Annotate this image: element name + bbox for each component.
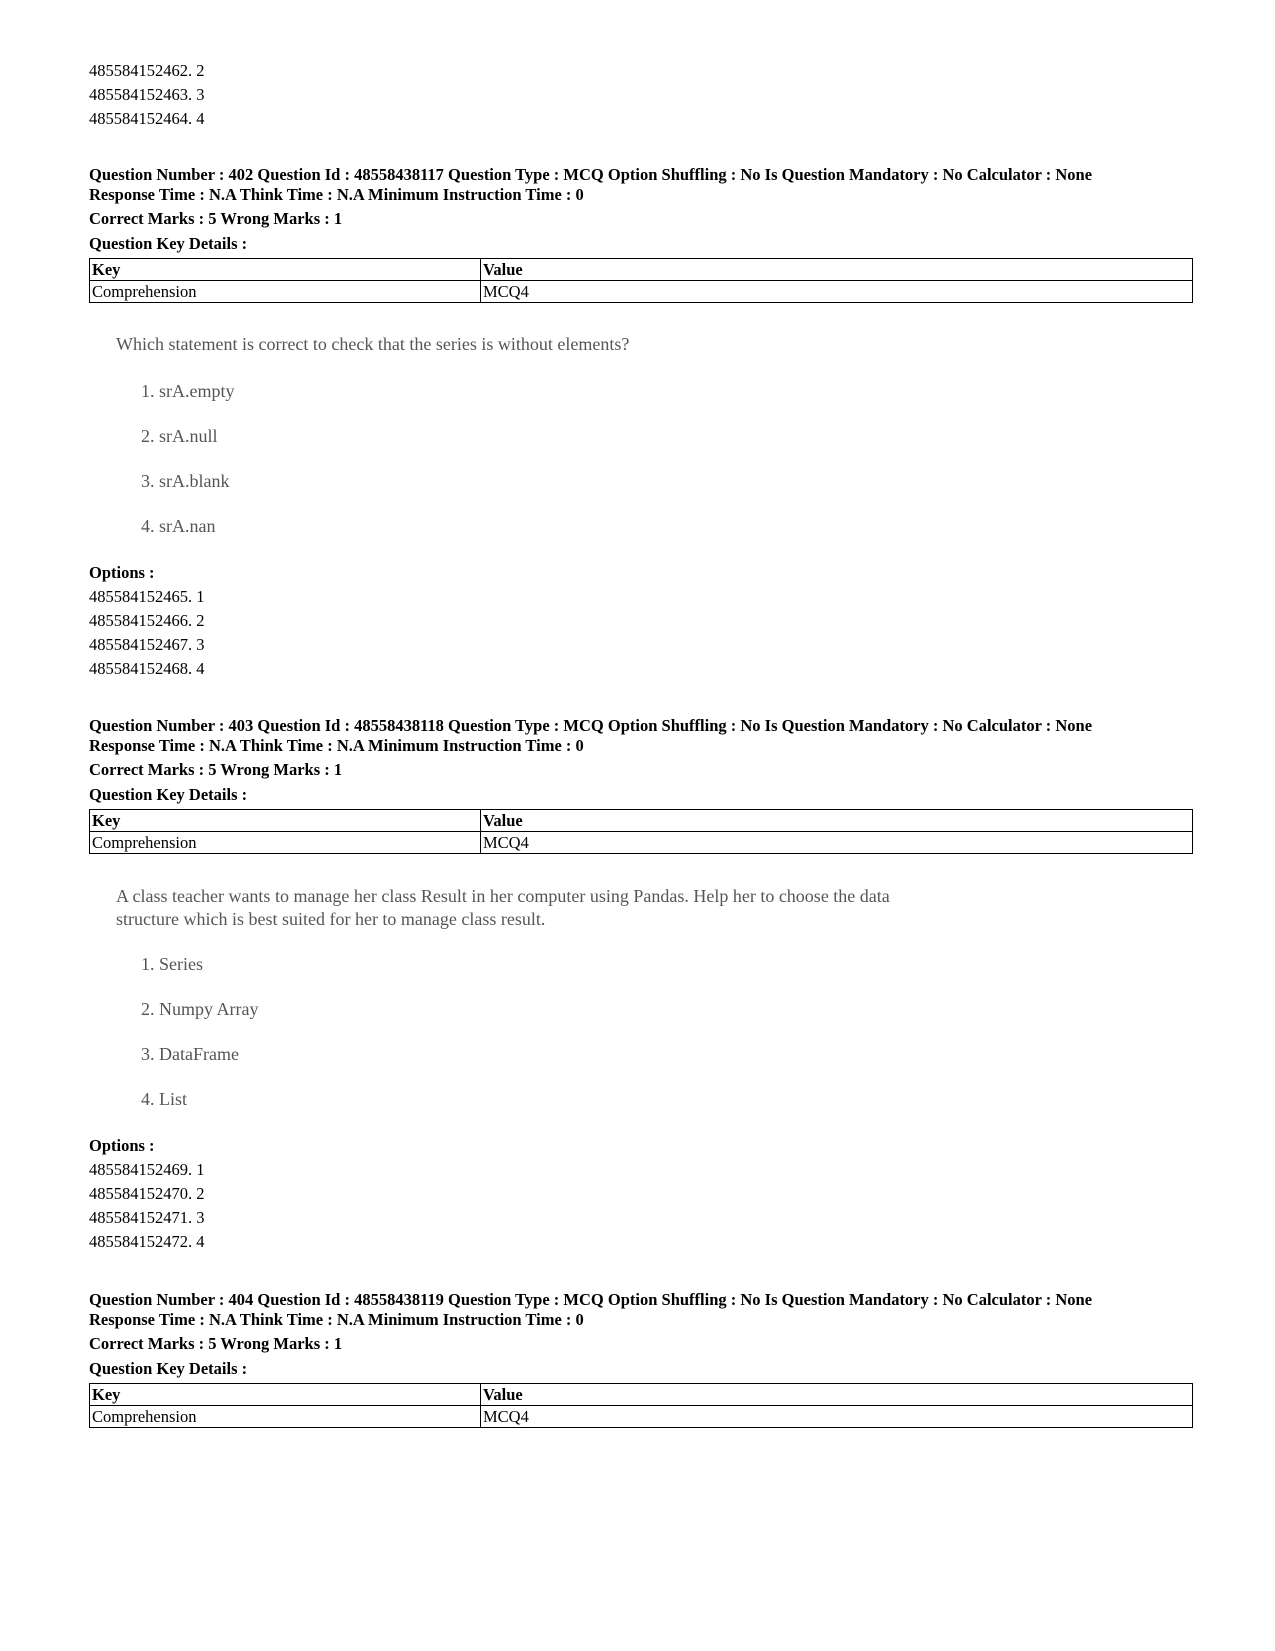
- question-timing: Response Time : N.A Think Time : N.A Minimum Instruction Time : 0: [89, 736, 584, 755]
- option-line: 485584152463. 3: [89, 85, 205, 104]
- choice-item: 1. srA.empty: [141, 381, 235, 401]
- value-cell: MCQ4: [481, 832, 1193, 854]
- value-header: Value: [481, 1384, 1193, 1406]
- choice-item: 2. srA.null: [141, 426, 218, 446]
- option-line: 485584152467. 3: [89, 635, 205, 654]
- question-marks: Correct Marks : 5 Wrong Marks : 1: [89, 1334, 343, 1353]
- choice-item: 3. srA.blank: [141, 471, 230, 491]
- options-label: Options :: [89, 563, 155, 582]
- choice-item: 3. DataFrame: [141, 1044, 239, 1064]
- option-line: 485584152472. 4: [89, 1232, 205, 1251]
- question-marks: Correct Marks : 5 Wrong Marks : 1: [89, 209, 343, 228]
- choice-item: 4. List: [141, 1089, 188, 1109]
- value-header: Value: [481, 259, 1193, 281]
- question-header: Question Number : 404 Question Id : 48558438119 Question Type : MCQ Option Shuffling : No Is Question Mandatory : No Calculator : None: [89, 1290, 1093, 1309]
- key-details-label: Question Key Details :: [89, 234, 248, 253]
- key-cell: Comprehension: [90, 1406, 481, 1428]
- option-line: 485584152466. 2: [89, 611, 205, 630]
- question-header: Question Number : 402 Question Id : 48558438117 Question Type : MCQ Option Shuffling : No Is Question Mandatory : No Calculator : None: [89, 165, 1093, 184]
- option-line: 485584152470. 2: [89, 1184, 205, 1203]
- question-header: Question Number : 403 Question Id : 48558438118 Question Type : MCQ Option Shuffling : No Is Question Mandatory : No Calculator : None: [89, 716, 1093, 735]
- question-marks: Correct Marks : 5 Wrong Marks : 1: [89, 760, 343, 779]
- value-cell: MCQ4: [481, 281, 1193, 303]
- option-line: 485584152465. 1: [89, 587, 205, 606]
- question-text-line1: A class teacher wants to manage her class Result in her computer using Pandas. Help her to choose the data: [116, 886, 890, 906]
- value-header: Value: [481, 810, 1193, 832]
- value-cell: MCQ4: [481, 1406, 1193, 1428]
- key-header: Key: [90, 810, 481, 832]
- key-header: Key: [90, 1384, 481, 1406]
- choice-item: 1. Series: [141, 954, 203, 974]
- key-details-table: [89, 258, 1193, 303]
- question-text-line2: structure which is best suited for her to manage class result.: [116, 909, 546, 929]
- key-header: Key: [90, 259, 481, 281]
- option-line: 485584152469. 1: [89, 1160, 205, 1179]
- option-line: 485584152464. 4: [89, 109, 205, 128]
- key-details-label: Question Key Details :: [89, 1359, 248, 1378]
- question-text: Which statement is correct to check that the series is without elements?: [116, 334, 630, 354]
- question-timing: Response Time : N.A Think Time : N.A Minimum Instruction Time : 0: [89, 1310, 584, 1329]
- choice-item: 4. srA.nan: [141, 516, 216, 536]
- key-cell: Comprehension: [90, 832, 481, 854]
- choice-item: 2. Numpy Array: [141, 999, 259, 1019]
- key-details-table: [89, 1383, 1193, 1428]
- key-cell: Comprehension: [90, 281, 481, 303]
- option-line: 485584152471. 3: [89, 1208, 205, 1227]
- option-line: 485584152462. 2: [89, 61, 205, 80]
- option-line: 485584152468. 4: [89, 659, 205, 678]
- key-details-table: [89, 809, 1193, 854]
- options-label: Options :: [89, 1136, 155, 1155]
- question-timing: Response Time : N.A Think Time : N.A Minimum Instruction Time : 0: [89, 185, 584, 204]
- key-details-label: Question Key Details :: [89, 785, 248, 804]
